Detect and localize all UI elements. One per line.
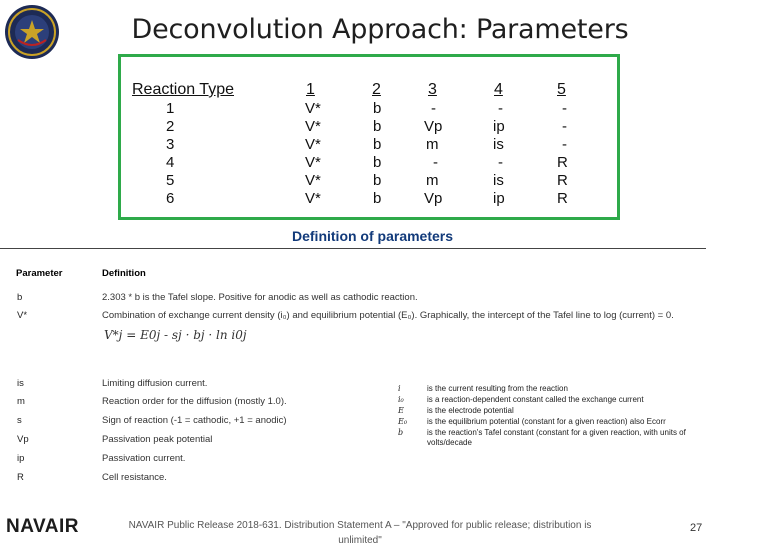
parameter-definition: Passivation peak potential <box>102 434 213 445</box>
parameter-name: b <box>17 292 23 303</box>
parameter-definition: Passivation current. <box>102 453 186 464</box>
table-cell: ip <box>493 190 505 207</box>
notation-symbol: b <box>398 428 404 437</box>
table-cell: R <box>557 172 568 189</box>
column-header: 1 <box>306 81 315 98</box>
table-cell: 3 <box>166 136 175 153</box>
column-header: 2 <box>372 81 381 98</box>
page-number: 27 <box>690 522 703 534</box>
table-cell: is <box>493 136 504 153</box>
table-cell: - <box>562 118 567 135</box>
table-cell: b <box>373 100 382 117</box>
table-cell: b <box>373 136 382 153</box>
parameter-definition: Combination of exchange current density (i₀) and equilibrium potential (E₀). Graphically, the intercept of the Tafel line to log (current) = 0. <box>102 310 674 321</box>
table-cell: R <box>557 190 568 207</box>
navair-brand: NAVAIR <box>6 516 80 537</box>
parameter-name: V* <box>17 310 28 321</box>
parameter-name: ip <box>17 453 25 464</box>
parameter-definition: Reaction order for the diffusion (mostly 1.0). <box>102 396 287 407</box>
parameter-name: Vp <box>17 434 29 445</box>
table-cell: b <box>373 172 382 189</box>
table-cell: b <box>373 154 382 171</box>
table-cell: R <box>557 154 568 171</box>
notation-symbol: E₀ <box>398 417 408 426</box>
page-title: Deconvolution Approach: Parameters <box>131 14 629 45</box>
notation-description: is a reaction-dependent constant called the exchange current <box>427 395 644 404</box>
column-header: 5 <box>557 81 566 98</box>
notation-symbol: i <box>398 384 401 393</box>
table-cell: V* <box>305 118 321 135</box>
table-cell: - <box>562 136 567 153</box>
parameter-name: is <box>17 378 24 389</box>
notation-description: is the electrode potential <box>427 406 514 415</box>
parameter-definition: Sign of reaction (-1 = cathodic, +1 = anodic) <box>102 415 287 426</box>
table-cell: b <box>373 190 382 207</box>
notation-description: is the equilibrium potential (constant for a given reaction) also Ecorr <box>427 417 666 426</box>
table-cell: is <box>493 172 504 189</box>
table-cell: V* <box>305 136 321 153</box>
table-cell: - <box>562 100 567 117</box>
reaction-type-table <box>118 54 620 220</box>
column-header: 3 <box>428 81 437 98</box>
table-cell: - <box>498 100 503 117</box>
table-cell: Vp <box>424 190 443 207</box>
table-cell: V* <box>305 190 321 207</box>
table-cell: V* <box>305 172 321 189</box>
release-statement: NAVAIR Public Release 2018-631. Distribution Statement A – "Approved for public release; distribution is unlimited" <box>128 520 592 546</box>
table-cell: - <box>498 154 503 171</box>
table-cell: 6 <box>166 190 175 207</box>
notation-description: is the current resulting from the reaction <box>427 384 568 393</box>
table-cell: m <box>426 136 439 153</box>
table-cell: b <box>373 118 382 135</box>
parameter-name: m <box>17 396 25 407</box>
parameter-definition: Cell resistance. <box>102 472 167 483</box>
table-cell: ip <box>493 118 505 135</box>
table-cell: 5 <box>166 172 175 189</box>
parameter-name: s <box>17 415 22 426</box>
reaction-type-header: Reaction Type <box>132 81 234 98</box>
parameter-definition: Limiting diffusion current. <box>102 378 208 389</box>
table-cell: - <box>431 100 436 117</box>
parameter-column-header: Parameter <box>16 268 63 279</box>
definitions-title: Definition of parameters <box>292 228 454 244</box>
notation-symbol: E <box>398 406 404 415</box>
column-header: 4 <box>494 81 503 98</box>
table-cell: m <box>426 172 439 189</box>
table-cell: V* <box>305 154 321 171</box>
divider <box>0 248 706 249</box>
table-cell: V* <box>305 100 321 117</box>
table-cell: 2 <box>166 118 175 135</box>
notation-description: is the reaction's Tafel constant (constant for a given reaction, with units of volts/decade <box>427 428 686 447</box>
table-cell: - <box>433 154 438 171</box>
definition-column-header: Definition <box>102 268 146 279</box>
table-cell: 1 <box>166 100 175 117</box>
parameter-definition: 2.303 * b is the Tafel slope. Positive for anodic as well as cathodic reaction. <box>102 292 418 303</box>
v-star-formula: V*j = E0j - sj · bj · ln i0j <box>104 328 247 342</box>
table-cell: 4 <box>166 154 175 171</box>
table-cell: Vp <box>424 118 443 135</box>
notation-symbol: i₀ <box>398 395 404 404</box>
parameter-name: R <box>17 472 24 483</box>
